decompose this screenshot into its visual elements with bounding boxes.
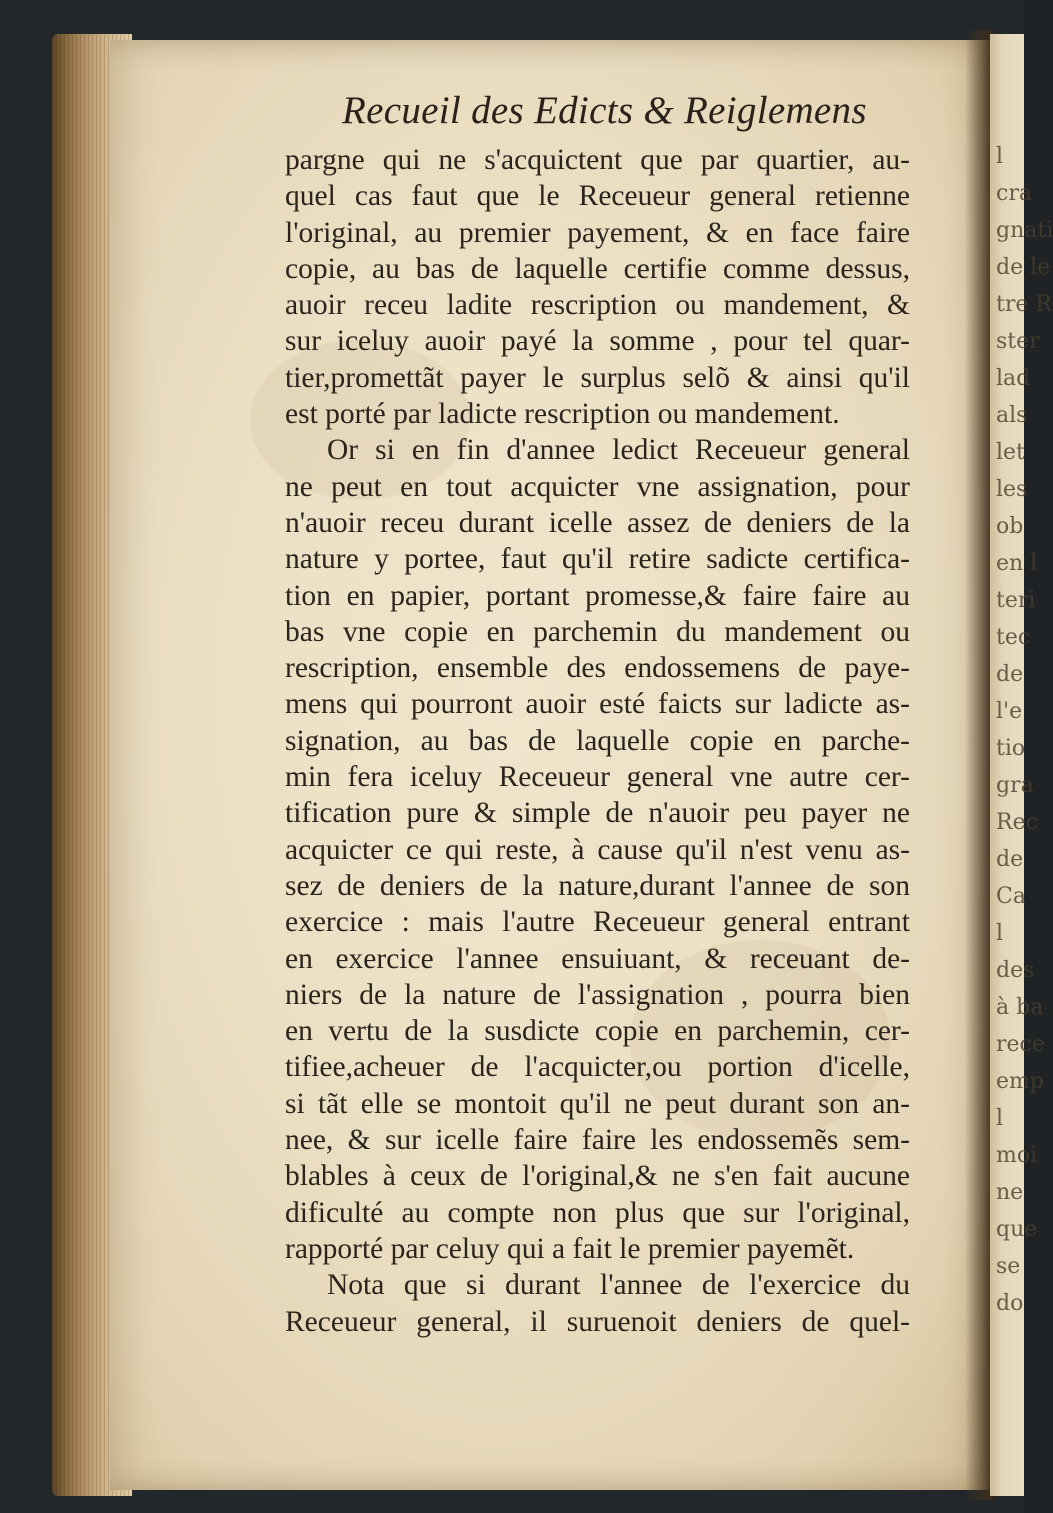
facing-page-fragment: ster bbox=[996, 329, 1040, 354]
text-line: nee, & sur icelle faire faire les endossemẽs sem- bbox=[285, 1124, 910, 1157]
facing-page-fragment: que bbox=[996, 1217, 1038, 1242]
text-line: quel cas faut que le Receueur general retienne bbox=[285, 180, 910, 213]
text-line: blables à ceux de l'original,& ne s'en fait aucune bbox=[285, 1160, 910, 1193]
running-head: Recueil des Edicts & Reiglemens bbox=[342, 89, 867, 132]
facing-page-fragment: rece bbox=[996, 1032, 1045, 1057]
text-line: est porté par ladicte rescription ou mandement. bbox=[285, 398, 840, 431]
facing-page-fragment: Rec bbox=[996, 810, 1038, 835]
facing-page-fragment: ne bbox=[996, 1180, 1024, 1205]
text-line: acquicter ce qui reste, à cause qu'il n'est venu as- bbox=[285, 833, 910, 866]
facing-page-fragment: teri bbox=[996, 588, 1036, 613]
facing-page-fragment: tre R bbox=[996, 292, 1052, 317]
facing-page-fragment: de bbox=[996, 847, 1024, 872]
text-line: l'original, au premier payement, & en face faire bbox=[285, 216, 910, 249]
text-line: niers de la nature de l'assignation , pourra bien bbox=[285, 978, 910, 1011]
text-line: nature y portee, faut qu'il retire sadicte certifica- bbox=[285, 543, 910, 576]
text-line: Or si en fin d'annee ledict Receueur general bbox=[327, 434, 910, 467]
facing-page-fragment: se bbox=[996, 1254, 1021, 1279]
text-line: dificulté au compte non plus que sur l'original, bbox=[285, 1196, 910, 1229]
facing-page-fragment: cra bbox=[996, 181, 1032, 206]
facing-page-fragment: en l bbox=[996, 551, 1038, 576]
facing-page-fragment: l bbox=[996, 1106, 1004, 1131]
facing-page-fragment: als bbox=[996, 403, 1028, 428]
text-line: rescription, ensemble des endossemens de paye- bbox=[285, 652, 910, 685]
text-line: bas vne copie en parchemin du mandement ou bbox=[285, 615, 910, 648]
facing-page-fragment: moi bbox=[996, 1143, 1038, 1168]
text-line: tification pure & simple de n'auoir peu payer ne bbox=[285, 797, 910, 830]
facing-page-fragment: de bbox=[996, 662, 1024, 687]
facing-page-fragment: des bbox=[996, 958, 1035, 983]
text-line: signation, au bas de laquelle copie en parche- bbox=[285, 724, 910, 757]
facing-page-fragment: emp bbox=[996, 1069, 1044, 1094]
facing-page-fragment: Ca bbox=[996, 884, 1026, 909]
facing-page-edge bbox=[990, 34, 1053, 1496]
text-line: si tãt elle se montoit qu'il ne peut durant son an- bbox=[285, 1087, 910, 1120]
text-line: sur iceluy auoir payé la somme , pour tel quar- bbox=[285, 325, 910, 358]
facing-page-fragment: à ba bbox=[996, 995, 1044, 1020]
text-line: Nota que si durant l'annee de l'exercice du bbox=[327, 1269, 910, 1302]
text-line: tion en papier, portant promesse,& faire faire au bbox=[285, 579, 910, 612]
facing-page-fragment: l bbox=[996, 921, 1004, 946]
text-line: rapporté par celuy qui a fait le premier payemẽt. bbox=[285, 1232, 855, 1265]
text-line: copie, au bas de laquelle certifie comme dessus, bbox=[285, 252, 910, 285]
facing-page-fragment: de le bbox=[996, 255, 1051, 280]
facing-page-fragment: gra bbox=[996, 773, 1034, 798]
text-line: pargne qui ne s'acquictent que par quartier, au- bbox=[285, 144, 910, 176]
facing-page-fragment: l'e bbox=[996, 699, 1023, 724]
text-line: min fera iceluy Receueur general vne autre cer- bbox=[285, 761, 910, 794]
body-text bbox=[285, 142, 910, 1340]
text-line: en vertu de la susdicte copie en parchemin, cer- bbox=[285, 1015, 910, 1048]
facing-page-fragment: tio bbox=[996, 736, 1026, 761]
text-line: n'auoir receu durant icelle assez de deniers de la bbox=[285, 506, 910, 539]
facing-page-fragment: lad bbox=[996, 366, 1031, 391]
facing-page-fragment: let bbox=[996, 440, 1025, 465]
text-line: mens qui pourront auoir esté faicts sur ladicte as- bbox=[285, 688, 910, 721]
facing-page-fragment: do bbox=[996, 1291, 1024, 1316]
facing-page-fragment: tec bbox=[996, 625, 1031, 650]
text-line: en exercice l'annee ensuiuant, & receuant de- bbox=[285, 942, 910, 975]
text-line: auoir receu ladite rescription ou mandement, & bbox=[285, 289, 910, 322]
facing-page-fragment: ob bbox=[996, 514, 1024, 539]
text-line: Receueur general, il suruenoit deniers de quel- bbox=[285, 1305, 910, 1338]
facing-page-fragment: gnati bbox=[996, 218, 1053, 243]
text-line: ne peut en tout acquicter vne assignation, pour bbox=[285, 470, 910, 503]
text-line: tifiee,acheuer de l'acquicter,ou portion d'icelle, bbox=[285, 1051, 910, 1084]
text-line: sez de deniers de la nature,durant l'annee de son bbox=[285, 869, 910, 902]
binding-gutter bbox=[965, 30, 993, 1500]
text-line: tier,promettãt payer le surplus selõ & ainsi qu'il bbox=[285, 361, 910, 394]
facing-page-fragment: l bbox=[996, 144, 1004, 169]
text-line: exercice : mais l'autre Receueur general entrant bbox=[285, 906, 910, 939]
facing-page-fragment: les bbox=[996, 477, 1028, 502]
